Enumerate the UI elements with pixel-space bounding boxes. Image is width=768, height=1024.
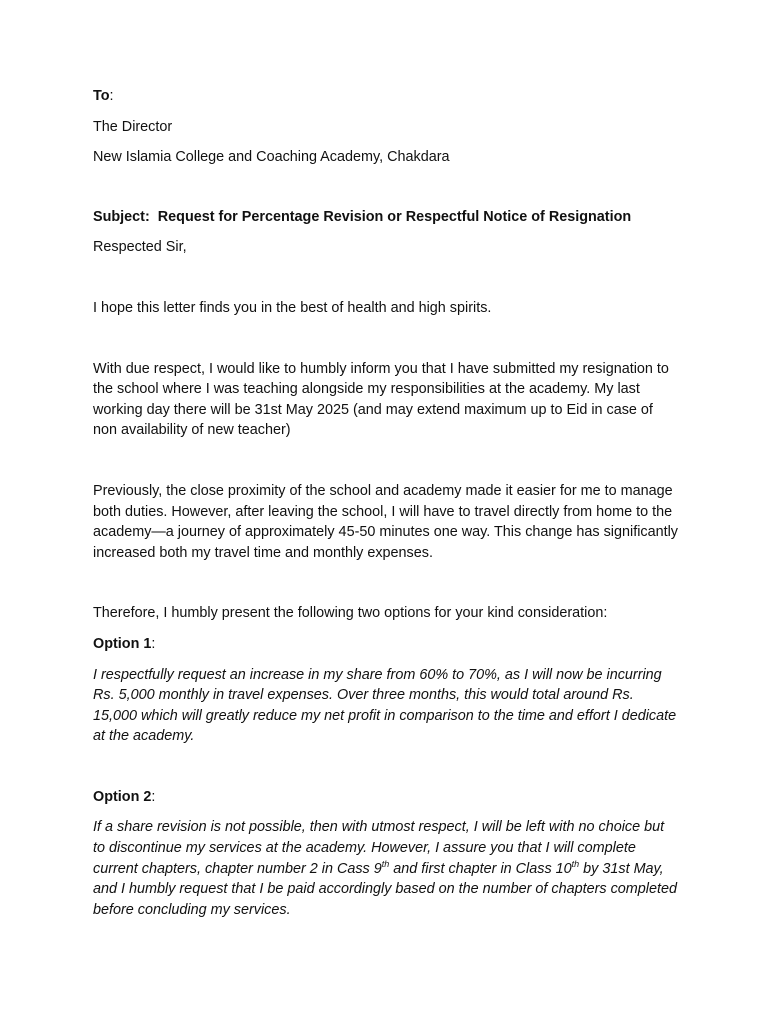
recipient-title: The Director	[93, 118, 173, 135]
paragraph-options-intro: Therefore, I humbly present the following two options for your kind consideration:	[93, 605, 608, 622]
subject-text: Request for Percentage Revision or Respectful Notice of Resignation	[157, 208, 632, 225]
option2-text-part-c: by 31st May, and I humbly request that I be paid accordingly based on the number of chapters completed before concluding my services.	[93, 860, 677, 918]
option1-label: Option 1	[93, 635, 152, 652]
option2-text	[93, 817, 678, 920]
option2-colon: :	[151, 788, 156, 805]
paragraph-resignation-notice: With due respect, I would like to humbly inform you that I have submitted my resignation to the school where I was teaching alongside my responsibilities at the academy. My last working day there will be 31st May 2025 (and may extend maximum up to Eid in case of non availability of new teacher)	[93, 360, 669, 439]
to-colon: :	[109, 88, 114, 104]
option2-label: Option 2	[93, 788, 152, 805]
option1-heading	[93, 634, 678, 655]
option1-text: I respectfully request an increase in my share from 60% to 70%, as I will now be incurring Rs. 5,000 monthly in travel expenses. Over three months, this would total around Rs. 15,000 which will greatly reduce my net profit in comparison to the time and effort I dedicate at the academy.	[93, 666, 677, 745]
to-label: To	[93, 88, 110, 104]
subject-line	[93, 207, 678, 228]
option2-text-part-b: and first chapter in Class 10	[389, 860, 572, 877]
paragraph-travel-reason: Previously, the close proximity of the school and academy made it easier for me to manage both duties. However, after leaving the school, I will have to travel directly from home to the academy—a journey of approximately 45-50 minutes one way. This change has significantly increased both my travel time and monthly expenses.	[93, 482, 678, 561]
subject-label: Subject:	[93, 208, 150, 225]
option2-heading	[93, 787, 678, 808]
option2-superscript-b: th	[571, 858, 580, 869]
to-line	[93, 86, 678, 107]
recipient-org: New Islamia College and Coaching Academy, Chakdara	[93, 149, 450, 166]
option1-colon: :	[151, 635, 156, 652]
paragraph-greeting: I hope this letter finds you in the best of health and high spirits.	[93, 299, 492, 316]
salutation: Respected Sir,	[93, 239, 187, 256]
option2-superscript-a: th	[381, 858, 390, 869]
option2-text-part-a: If a share revision is not possible, then with utmost respect, I will be left with no choice but to discontinue my services at the academy. However, I assure you that I will complete current chapters, chapter number 2 in Cass 9	[93, 819, 665, 877]
